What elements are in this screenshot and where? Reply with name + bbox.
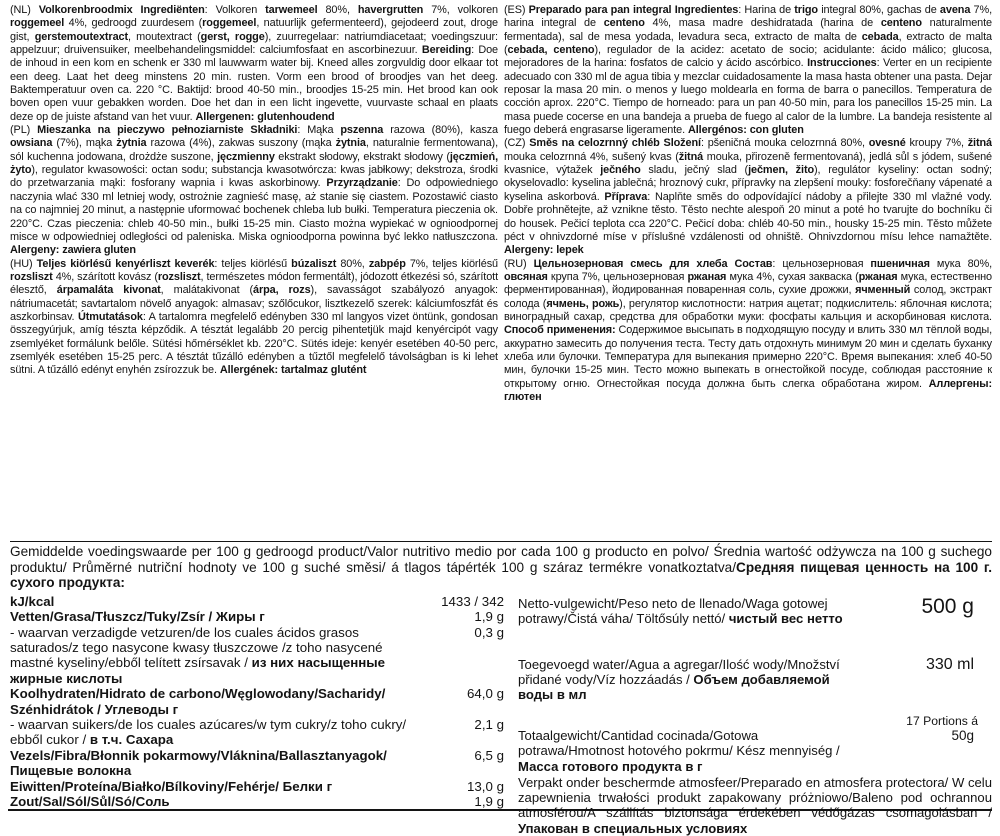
row-value: 13,0 g [467, 778, 504, 794]
row-value: 0,3 g [474, 624, 504, 640]
row-label: Vetten/Grasa/Tłuszcz/Tuky/Zsír / Жиры г [10, 609, 265, 625]
added-water-label: Toegevoegd water/Agua a agregar/Ilość wody/Množství přidané vody/Víz hozzáadás / Объем добавляемой воды в мл [518, 656, 840, 703]
ingredients-paragraph-hu: (HU) Teljes kiörlésű kenyérliszt keverék: teljes kiörlésű búzaliszt 80%, zabpép 7%, teljes kiörlésű rozsliszt 4%, szárított kovász (rozsliszt, természetes módon fermentált), jódozott étkezési só, szárított élesztő, árpamaláta kivonat, malátakivonat (árpa, rozs), savasságot szabályozó anyagok: nátriumacetát; savtartalom növelő anyagok: almasav; szőlőcukor, lisztkezelő szerek: kálciumfoszfát és aszkorbinsav. Útmutatások: A tartalomra megfelelő edényben 330 ml langyos vizet öntünk, gondosan összegyúrjuk, amíg tészta képződik. A tésztát legalább 20 percig pihentetjük majd kenyércipót vagy zsemlyéket formálunk belőle. Sütési hőmérséklet kb. 220°C. Sütés ideje: kenyér esetében 40-50 perc, zsemlyék esetében 15-25 perc. A tésztát tűzálló edényben a tűztől megfelelő távolságban is ki lehet sütni. A tűzálló edényt enyhén zsírozzuk be. Allergének: tartalmaz glutént [10, 257, 499, 377]
table-row-carbohydrates [10, 686, 504, 717]
ingredients-paragraph-nl: (NL) Volkorenbroodmix Ingrediënten: Volkoren tarwemeel 80%, havergrutten 7%, volkoren roggemeel 4%, gedroogd zuurdesem (roggemeel, natuurlijk gefermenteerd), gejodeerd zout, droge gist, gerstemoutextract, moutextract (gerst, rogge), zuurregelaar: natriumdiacetaat; voedingszuur: appelzuur; druivensuiker, meelbehandelingsmiddel: calciumfosfaat en ascorbinezuur. Bereiding: Doe de inhoud in een kom en schenk er 330 ml lauwwarm water bij. Kneed alles zorgvuldig door elkaar tot een deeg. Laat het deeg minstens 20 min. rusten. Vorm een brood of broodjes van het deeg. Baktemperatuur oven ca. 220 °C. Baktijd: brood 40-50 min., broodjes 15-25 min. Het brood kan ook boven open vuur gebakken worden. Doe het dan in een licht ingevette, vuurvaste schaal en plaats deze op de juiste afstand van het vuur. Allergenen: glutenhoudend [10, 4, 498, 123]
row-label: Zout/Sal/Sól/Sůl/Só/Соль [10, 794, 170, 810]
row-label: kJ/kcal [10, 593, 55, 609]
total-weight-label: Totaalgewicht/Cantidad cocinada/Gotowa potrawa/Hmotnost hotového pokrmu/ Kész mennyiség / Масса готового продукта в г [518, 727, 840, 774]
section-divider-line [10, 541, 992, 542]
table-row-energy [10, 594, 504, 609]
nutrition-section [10, 544, 992, 836]
added-water-value: 330 ml [925, 655, 974, 673]
ingredients-right-column [504, 4, 992, 538]
table-row-fat [10, 609, 504, 624]
row-value: 64,0 g [467, 686, 504, 702]
ingredients-paragraph-ru: (RU) Цельнозерновая смесь для хлеба Состав: цельнозерновая пшеничная мука 80%, овсяная крупа 7%, цельнозерновая ржаная мука 4%, сухая закваска (ржаная мука, естественно ферментированная), йодированная поваренная соль, сухие дрожжи, ячменный солод, экстракт солода (ячмень, рожь), регулятор кислотности: натрия ацетат; подкислитель: яблочная кислота; виноградный сахар, средства для обработки муки: фосфаты кальция и аскорбиновая кислота. Способ применения: Содержимое высыпать в подходящую посуду и влить 330 мл тёплой воды, аккуратно замесить до получения теста. Тесту дать отдохнуть минимум 20 мин и сделать буханку хлеба или булочки. Температура для выпекания примерно 220°C. Время выпекания: хлеб 40-50 мин, булочки 15-25 мин. Тесто можно выпекать в огнестойкой посуде, соблюдая расстояние к открытому огню. Огнестойкая посуда должна быть слегка обработана жиром. Аллергены: глютен [504, 257, 992, 403]
net-weight-row [518, 596, 992, 627]
row-label: Vezels/Fibra/Błonnik pokarmowy/Vláknina/Ballasztanyagok/ Пищевые волокна [10, 747, 387, 779]
row-value: 6,5 g [474, 747, 504, 763]
ingredients-paragraph-cz: (CZ) Směs na celozrnný chléb Složení: pšeničná mouka celozrnná 80%, ovesné kroupy 7%, žitná mouka celozrnná 4%, sušený kvas (žitná mouka, přirozeně fermentovaná), jedlá sůl s jódem, sušené kvasnice, výtažek ječného sladu, ječný slad (ječmen, žito), regulátor kyseliny: octan sodný; okyselovadlo: kyselina jablečná; hroznový cukr, přípravky na zlepšení mouky: fosforečňany vápenaté a kyselina askorbová. Příprava: Naplňte směs do odpovídající nádoby a přilejte 330 ml vlažné vody. Dobře prohnětejte, až vznikne těsto. Těsto nechte alespoň 20 minut a poté ho tvarujte do bochníku či do housek. Pečicí teplota cca 220°C. Pečicí doba: chléb 40-50 min., housky 15-25 min. Těsto můžete péct v ohnivzdorné míse v příslušné vzdálenosti od ohniště. Ohnivzdornou mísu lehce namažtěte. Alergeny: lepek [504, 137, 992, 257]
table-row-salt [10, 794, 504, 809]
portions-note: 17 Portions á [906, 713, 978, 728]
row-label: - waarvan verzadigde vetzuren/de los cuales ácidos grasos saturados/z tego nasycone kwasy tłuszczowe /z toho nasycené mastné kyseliny/ebből telített zsírsavak / из них насыщенные жирные кислоты [10, 624, 386, 686]
table-row-sugars [10, 717, 504, 748]
total-weight-value: 50g [951, 727, 974, 743]
bottom-border-line [8, 809, 992, 811]
nutrition-header: Gemiddelde voedingswaarde per 100 g gedroogd product/Valor nutritivo medio por cada 100 g producto en polvo/ Średnia wartość odżywcza na 100 g suchego produktu/ Průměrné nutriční hodnoty ve 100 g suché směsi/ á tlagos tápérték 100 g száraz termékre vonatkoztatva/Средняя пищевая ценность на 100 г. сухого продукта: [10, 544, 992, 591]
ingredients-block [10, 4, 992, 538]
added-water-row [518, 657, 992, 703]
row-label: Koolhydraten/Hidrato de carbono/Węglowodany/Sacharidy/ Szénhidrátok / Углеводы г [10, 686, 386, 717]
row-value: 2,1 g [474, 717, 504, 733]
nutrition-table [10, 594, 504, 836]
net-weight-value: 500 g [921, 594, 974, 618]
row-value: 1,9 g [474, 609, 504, 625]
table-row-saturated-fat [10, 625, 504, 687]
ingredients-paragraph-pl: (PL) Mieszanka na pieczywo pełnoziarniste Składniki: Mąka pszenna razowa (80%), kasza owsiana (7%), mąka żytnia razowa (4%), zakwas suszony (mąka żytnia, naturalnie fermentowana), sól kuchenna jodowana, drożdże suszone, jęczmienny ekstrakt słodowy, ekstrakt słodowy (jęczmień, żyto), regulator kwasowości: octan sodu; substancja kwasotwórcza: kwas jabłkowy; dekstroza, środki do przetwarzania mąki: fosforany wapnia i kwas askorbinowy. Przyrządzanie: Do odpowiedniego naczynia wlać 330 ml letniej wody, ostrożnie zagnieść masę, aż stanie się ciastem. Pozostawić ciasto na co najmniej 20 minut, a następnie uformować bochenek chleba lub bułki. Temperatura pieczenia ok. 220°C. Czas pieczenia: chleb 40-50 min., bułki 15-25 min. Ciasto można wypiekać w ognioodpornej misce w odpowiedniej odległości od paleniska. Miska ognioodporna powinna być lekko natłuszczona. Alergeny: zawiera gluten [10, 124, 498, 257]
package-info-column [504, 594, 992, 836]
ingredients-left-column [10, 4, 498, 538]
net-weight-label: Netto-vulgewicht/Peso neto de llenado/Waga gotowej potrawy/Čistá váha/ Töltősúly nettó/ чистый вес нетто [518, 595, 843, 627]
total-weight-row [518, 728, 992, 774]
row-label: Eiwitten/Proteína/Białko/Bílkoviny/Fehérje/ Белки г [10, 778, 333, 794]
row-value: 1433 / 342 [441, 593, 504, 609]
table-row-protein [10, 779, 504, 794]
row-label: - waarvan suikers/de los cuales azúcares/w tym cukry/z toho cukry/ ebből cukor / в т.ч. Сахара [10, 717, 407, 748]
ingredients-paragraph-es: (ES) Preparado para pan integral Ingredientes: Harina de trigo integral 80%, gachas de avena 7%, harina integral de centeno 4%, masa madre deshidratada (harina de centeno naturalmente fermentada), sal de mesa yodada, levadura seca, extracto de malta de cebada, extracto de malta (cebada, centeno), regulador de la acidez: acetato de socio; acidulante: ácido málico; glucosa, mejoradores de la harina: fosfatos de calcio y ácido ascórbico. Instrucciones: Verter en un recipiente adecuado con 330 ml de agua tibia y mezclar cuidadosamente la masa hasta obtener una pasta. Dejar reposar la masa 20 min. o menos y luego moldearla en forma de barra o panecillos. Temperatura de cocción aprox. 220°C. Tiempo de horneado: para un pan 40-50 min, para los panecillos 15-25 min. La masa puede cocerse en una bandeja a prueba de fuego al calor de la lumbre. La bandeja resistente al fuego deberá engrasarse ligeramente. Allergénos: con gluten [504, 4, 992, 137]
row-value: 1,9 g [474, 794, 504, 810]
table-row-fibre [10, 748, 504, 779]
packaging-note: Verpakt onder beschermde atmosfeer/Preparado en atmosfera protectora/ W celu zapewnienia trwałości produkt zapakowany próżniowo/Baleno pod ochrannou atmosférou/A szállítás biztonsága érdekében védőgázas csomagolásban / Упакован в специальных условиях [518, 775, 992, 836]
